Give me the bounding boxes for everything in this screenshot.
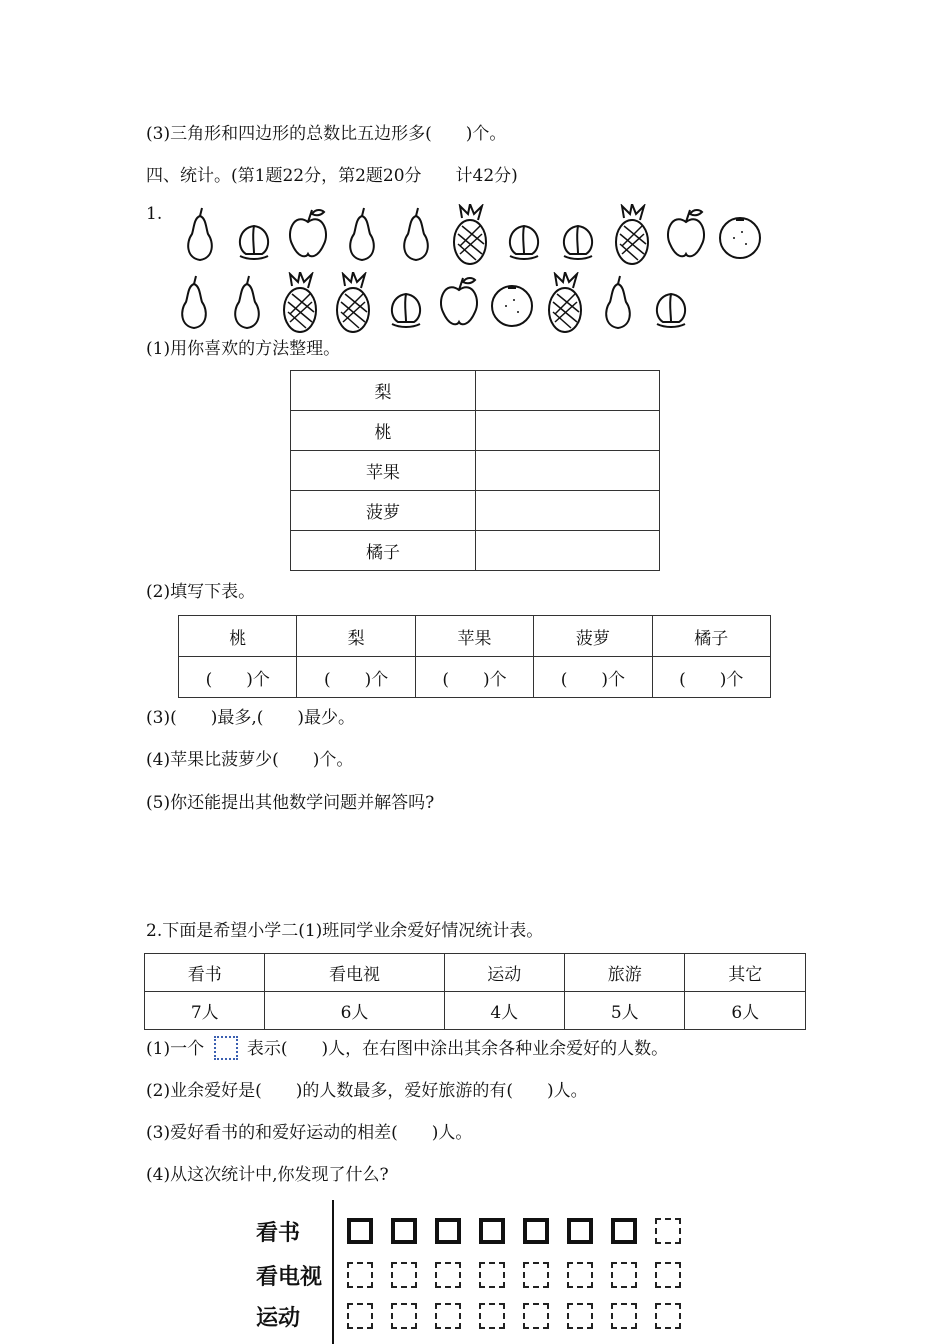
empty-square[interactable] bbox=[567, 1262, 593, 1288]
pear-icon bbox=[338, 204, 386, 271]
part-2-prompt: (2)填写下表。 bbox=[146, 582, 256, 602]
value-cell: 6人 bbox=[265, 992, 444, 1030]
filled-square bbox=[611, 1218, 637, 1244]
answer-cell[interactable] bbox=[476, 371, 660, 411]
peach-icon bbox=[382, 272, 430, 339]
pear-icon bbox=[392, 204, 440, 271]
hobby-table bbox=[144, 953, 806, 1030]
count-cell[interactable]: ( )个 bbox=[297, 657, 415, 698]
count-cell[interactable]: ( )个 bbox=[415, 657, 533, 698]
empty-square[interactable] bbox=[655, 1303, 681, 1329]
part-3-prompt: (3)( )最多,( )最少。 bbox=[146, 708, 356, 728]
question-2-title: 2.下面是希望小学二(1)班同学业余爱好情况统计表。 bbox=[146, 921, 544, 941]
q2-part-1 bbox=[146, 1034, 668, 1060]
column-header: 菠萝 bbox=[534, 616, 652, 657]
fruit-label: 菠萝 bbox=[291, 491, 476, 531]
pictograph-axis bbox=[332, 1200, 334, 1344]
value-cell: 4人 bbox=[444, 992, 564, 1030]
question-3: (3)三角形和四边形的总数比五边形多( )个。 bbox=[146, 124, 507, 144]
fruit-label: 桃 bbox=[291, 411, 476, 451]
pineapple-icon bbox=[446, 204, 494, 271]
empty-square[interactable] bbox=[391, 1262, 417, 1288]
pictograph-row-label: 看电视 bbox=[256, 1265, 323, 1290]
empty-square[interactable] bbox=[611, 1303, 637, 1329]
pictograph-row-label: 运动 bbox=[256, 1306, 301, 1331]
value-cell: 6人 bbox=[685, 992, 806, 1030]
pineapple-icon bbox=[329, 272, 377, 339]
column-header: 看电视 bbox=[265, 954, 444, 992]
empty-square[interactable] bbox=[479, 1303, 505, 1329]
part-4-prompt: (4)苹果比菠萝少( )个。 bbox=[146, 750, 354, 770]
orange-icon bbox=[488, 272, 536, 339]
value-cell: 7人 bbox=[145, 992, 265, 1030]
filled-square bbox=[523, 1218, 549, 1244]
apple-icon bbox=[284, 204, 332, 271]
column-header: 其它 bbox=[685, 954, 806, 992]
filled-square bbox=[435, 1218, 461, 1244]
count-cell[interactable]: ( )个 bbox=[652, 657, 770, 698]
pear-icon bbox=[170, 272, 218, 339]
table-row bbox=[291, 451, 660, 491]
peach-icon bbox=[554, 204, 602, 271]
empty-square[interactable] bbox=[611, 1262, 637, 1288]
pear-icon bbox=[223, 272, 271, 339]
answer-cell[interactable] bbox=[476, 491, 660, 531]
column-header: 桃 bbox=[179, 616, 297, 657]
answer-cell[interactable] bbox=[476, 451, 660, 491]
value-cell: 5人 bbox=[564, 992, 684, 1030]
count-cell[interactable]: ( )个 bbox=[179, 657, 297, 698]
column-header: 看书 bbox=[145, 954, 265, 992]
pear-icon bbox=[176, 204, 224, 271]
answer-cell[interactable] bbox=[476, 531, 660, 571]
column-header: 苹果 bbox=[415, 616, 533, 657]
pineapple-icon bbox=[541, 272, 589, 339]
empty-square[interactable] bbox=[391, 1303, 417, 1329]
q2-part-3: (3)爱好看书的和爱好运动的相差( )人。 bbox=[146, 1123, 473, 1143]
column-header: 旅游 bbox=[564, 954, 684, 992]
table-row bbox=[291, 371, 660, 411]
empty-square[interactable] bbox=[479, 1262, 505, 1288]
empty-square[interactable] bbox=[347, 1303, 373, 1329]
column-header: 运动 bbox=[444, 954, 564, 992]
apple-icon bbox=[435, 272, 483, 339]
peach-icon bbox=[647, 272, 695, 339]
column-header: 梨 bbox=[297, 616, 415, 657]
table-row bbox=[291, 491, 660, 531]
peach-icon bbox=[230, 204, 278, 271]
question-1-number: 1. bbox=[146, 204, 163, 224]
section-4-title: 四、统计。(第1题22分，第2题20分 计42分) bbox=[146, 166, 518, 186]
q2-part-2: (2)业余爱好是( )的人数最多，爱好旅游的有( )人。 bbox=[146, 1081, 588, 1101]
q2-part-4: (4)从这次统计中,你发现了什么? bbox=[146, 1165, 389, 1185]
part-5-prompt: (5)你还能提出其他数学问题并解答吗? bbox=[146, 793, 435, 813]
table-row bbox=[291, 531, 660, 571]
count-table bbox=[178, 615, 771, 698]
filled-square bbox=[391, 1218, 417, 1244]
empty-square[interactable] bbox=[523, 1303, 549, 1329]
part-1-prompt: (1)用你喜欢的方法整理。 bbox=[146, 339, 341, 359]
filled-square bbox=[347, 1218, 373, 1244]
q2-part-1-rest: 表示( )人，在右图中涂出其余各种业余爱好的人数。 bbox=[246, 1039, 669, 1059]
filled-square bbox=[567, 1218, 593, 1244]
empty-square[interactable] bbox=[435, 1262, 461, 1288]
filled-square bbox=[479, 1218, 505, 1244]
empty-square[interactable] bbox=[655, 1218, 681, 1244]
pictograph-row-label: 看书 bbox=[256, 1221, 301, 1246]
orange-icon bbox=[716, 204, 764, 271]
pineapple-icon bbox=[276, 272, 324, 339]
empty-square[interactable] bbox=[523, 1262, 549, 1288]
q2-part-1-lead: (1)一个 bbox=[146, 1039, 205, 1059]
empty-square[interactable] bbox=[567, 1303, 593, 1329]
apple-icon bbox=[662, 204, 710, 271]
fruit-label: 橘子 bbox=[291, 531, 476, 571]
empty-square[interactable] bbox=[435, 1303, 461, 1329]
organize-table bbox=[290, 370, 660, 571]
square-unit-icon bbox=[214, 1036, 238, 1060]
pineapple-icon bbox=[608, 204, 656, 271]
empty-square[interactable] bbox=[347, 1262, 373, 1288]
empty-square[interactable] bbox=[655, 1262, 681, 1288]
table-row bbox=[291, 411, 660, 451]
pear-icon bbox=[594, 272, 642, 339]
fruit-label: 梨 bbox=[291, 371, 476, 411]
count-cell[interactable]: ( )个 bbox=[534, 657, 652, 698]
fruit-label: 苹果 bbox=[291, 451, 476, 491]
answer-cell[interactable] bbox=[476, 411, 660, 451]
peach-icon bbox=[500, 204, 548, 271]
column-header: 橘子 bbox=[652, 616, 770, 657]
